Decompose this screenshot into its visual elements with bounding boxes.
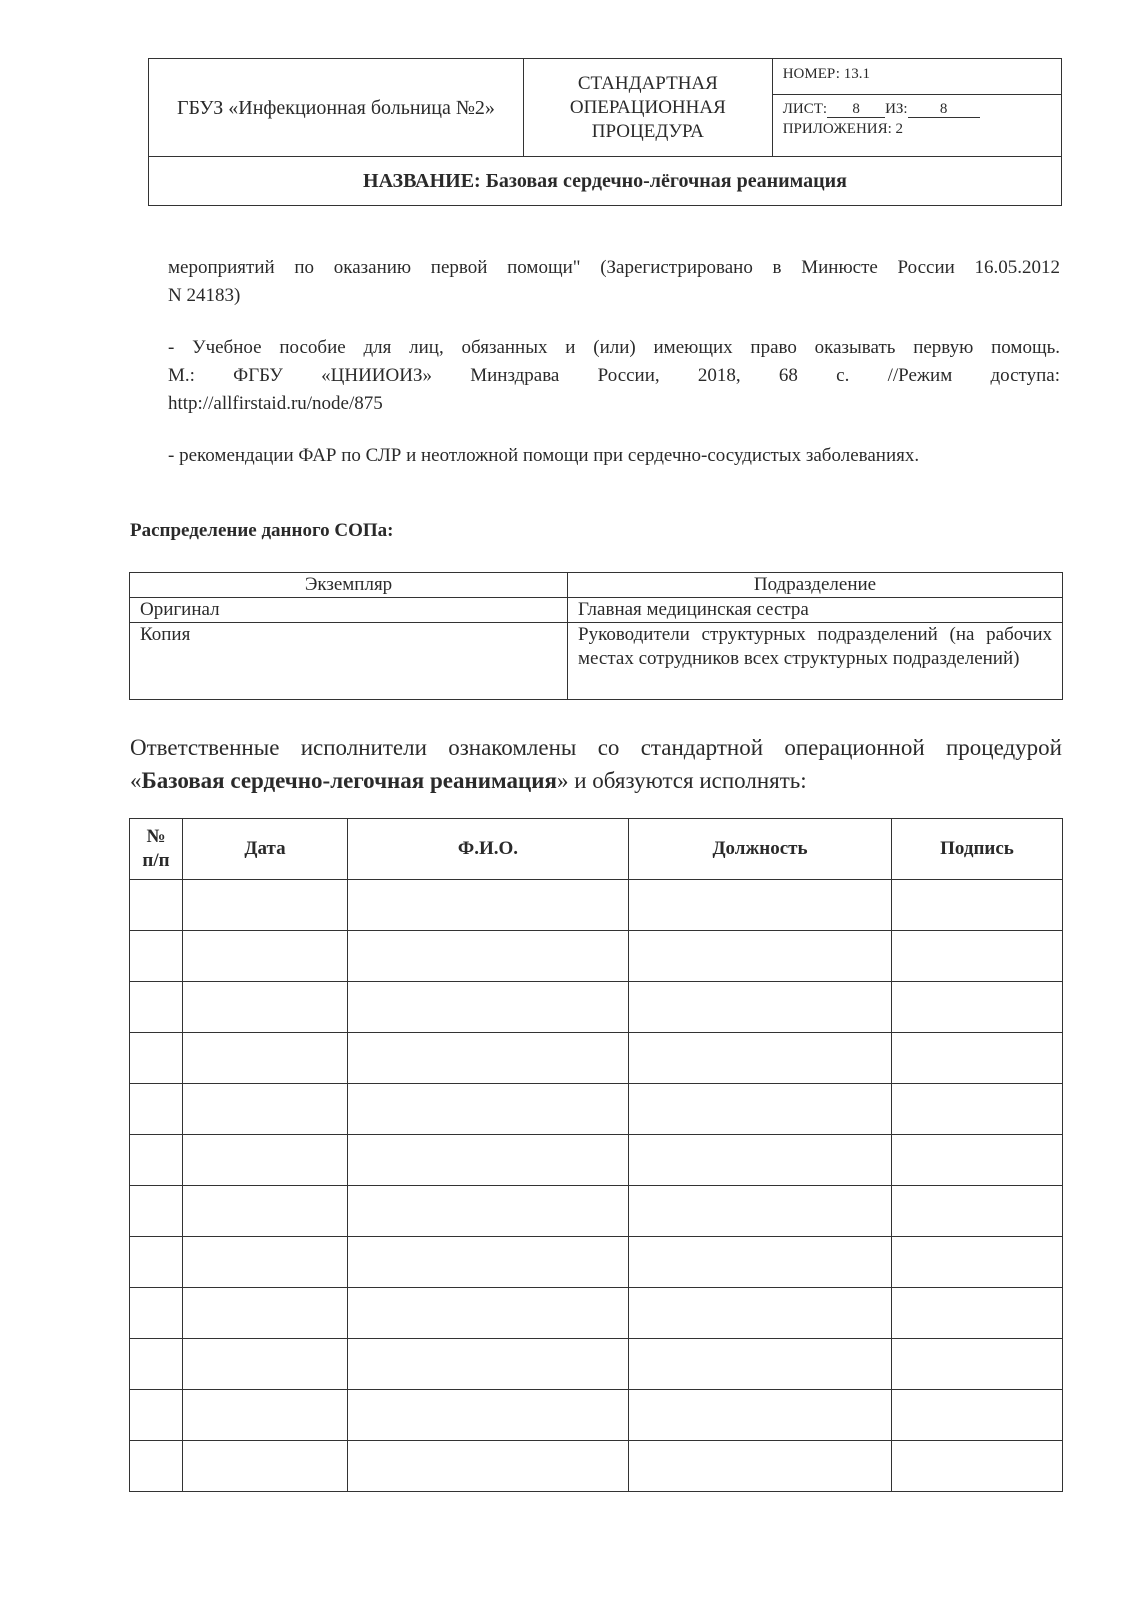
distribution-cell: Руководители структурных подразделений (на рабочих местах сотрудников всех структурных подразделений) (568, 623, 1063, 700)
sheet-value: 8 (827, 101, 885, 118)
signature-cell (892, 931, 1063, 982)
full-name-cell (348, 1135, 629, 1186)
date-cell (183, 931, 348, 982)
position-cell (629, 1084, 892, 1135)
distribution-cell: Копия (130, 623, 568, 700)
position-cell (629, 982, 892, 1033)
date-cell (183, 1237, 348, 1288)
full-name-cell (348, 1084, 629, 1135)
reference-item: - Учебное пособие для лиц, обязанных и (или) имеющих право оказывать первую помощь. М.: ФГБУ «ЦНИИОИЗ» Минздрава России, 2018, 68 с. //Режим доступа: http://allfirstaid.ru/node/875 (168, 337, 1060, 414)
full-name-cell (348, 931, 629, 982)
full-name-cell (348, 880, 629, 931)
date-cell (183, 1390, 348, 1441)
number-cell (130, 1288, 183, 1339)
date-cell (183, 1339, 348, 1390)
column-signature: Подпись (892, 819, 1063, 880)
full-name-cell (348, 1186, 629, 1237)
signature-cell (892, 1237, 1063, 1288)
table-row (130, 623, 1063, 700)
organization-name: ГБУЗ «Инфекционная больница №2» (149, 59, 524, 157)
signature-cell (892, 1288, 1063, 1339)
column-position: Должность (629, 819, 892, 880)
table-row (130, 1186, 1063, 1237)
position-cell (629, 880, 892, 931)
table-row (130, 1084, 1063, 1135)
position-cell (629, 931, 892, 982)
distribution-cell: Главная медицинская сестра (568, 598, 1063, 623)
table-row (130, 982, 1063, 1033)
table-row (130, 1339, 1063, 1390)
number-cell (130, 880, 183, 931)
position-cell (629, 1288, 892, 1339)
distribution-cell: Оригинал (130, 598, 568, 623)
table-row (130, 1441, 1063, 1492)
signature-cell (892, 1390, 1063, 1441)
signature-cell (892, 1339, 1063, 1390)
signature-rows (130, 880, 1063, 1492)
number-cell (130, 1339, 183, 1390)
date-cell (183, 1135, 348, 1186)
reference-item: мероприятий по оказанию первой помощи" (Зарегистрировано в Минюсте России 16.05.2012 N 24183) (168, 257, 1060, 306)
column-full-name: Ф.И.О. (348, 819, 629, 880)
position-cell (629, 1237, 892, 1288)
full-name-cell (348, 982, 629, 1033)
sheet-info (773, 95, 1061, 155)
table-row (130, 1237, 1063, 1288)
signature-cell (892, 982, 1063, 1033)
number-cell (130, 1084, 183, 1135)
column-number: № п/п (130, 819, 183, 880)
table-row (130, 1033, 1063, 1084)
position-cell (629, 1033, 892, 1084)
distribution-table (129, 572, 1063, 700)
document-title: НАЗВАНИЕ: Базовая сердечно-лёгочная реанимация (149, 157, 1062, 206)
full-name-cell (348, 1288, 629, 1339)
document-number: НОМЕР: 13.1 (773, 61, 1061, 95)
full-name-cell (348, 1390, 629, 1441)
signature-cell (892, 1441, 1063, 1492)
column-date: Дата (183, 819, 348, 880)
position-cell (629, 1441, 892, 1492)
date-cell (183, 1084, 348, 1135)
number-cell (130, 1390, 183, 1441)
signature-cell (892, 1084, 1063, 1135)
date-cell (183, 1186, 348, 1237)
acknowledgement-text: Ответственные исполнители ознакомлены со стандартной операционной процедурой «Базовая сердечно-легочная реанимация» и обязуются исполнять: (130, 735, 1062, 793)
of-value: 8 (908, 101, 980, 118)
full-name-cell (348, 1339, 629, 1390)
position-cell (629, 1186, 892, 1237)
distribution-header-department: Подразделение (568, 573, 1063, 598)
procedure-name: Базовая сердечно-легочная реанимация (141, 768, 557, 793)
signature-cell (892, 1186, 1063, 1237)
of-label: ИЗ: (885, 100, 908, 117)
full-name-cell (348, 1441, 629, 1492)
number-cell (130, 1135, 183, 1186)
table-row (130, 931, 1063, 982)
document-meta (772, 59, 1061, 157)
date-cell (183, 1288, 348, 1339)
table-row (130, 1390, 1063, 1441)
number-cell (130, 1186, 183, 1237)
distribution-title: Распределение данного СОПа: (130, 520, 394, 541)
document-type-line: ОПЕРАЦИОННАЯ (569, 96, 726, 118)
signature-cell (892, 1135, 1063, 1186)
table-row (130, 1135, 1063, 1186)
distribution-header-copy: Экземпляр (130, 573, 568, 598)
number-cell (130, 982, 183, 1033)
number-cell (130, 1441, 183, 1492)
signature-table (129, 818, 1063, 1492)
signature-cell (892, 880, 1063, 931)
date-cell (183, 982, 348, 1033)
document-type-line: СТАНДАРТНАЯ (577, 72, 718, 94)
date-cell (183, 1033, 348, 1084)
full-name-cell (348, 1237, 629, 1288)
position-cell (629, 1390, 892, 1441)
document-type (523, 59, 772, 157)
table-row (130, 1288, 1063, 1339)
table-row (130, 880, 1063, 931)
signature-cell (892, 1033, 1063, 1084)
date-cell (183, 1441, 348, 1492)
appendices-count: ПРИЛОЖЕНИЯ: 2 (782, 120, 904, 137)
position-cell (629, 1135, 892, 1186)
number-cell (130, 1033, 183, 1084)
document-header (148, 58, 1062, 206)
full-name-cell (348, 1033, 629, 1084)
number-cell (130, 931, 183, 982)
document-type-line: ПРОЦЕДУРА (591, 120, 704, 142)
reference-item: - рекомендации ФАР по СЛР и неотложной помощи при сердечно-сосудистых заболеваниях. (168, 445, 920, 466)
number-cell (130, 1237, 183, 1288)
date-cell (183, 880, 348, 931)
table-row (130, 598, 1063, 623)
sheet-label: ЛИСТ: (782, 100, 828, 117)
position-cell (629, 1339, 892, 1390)
